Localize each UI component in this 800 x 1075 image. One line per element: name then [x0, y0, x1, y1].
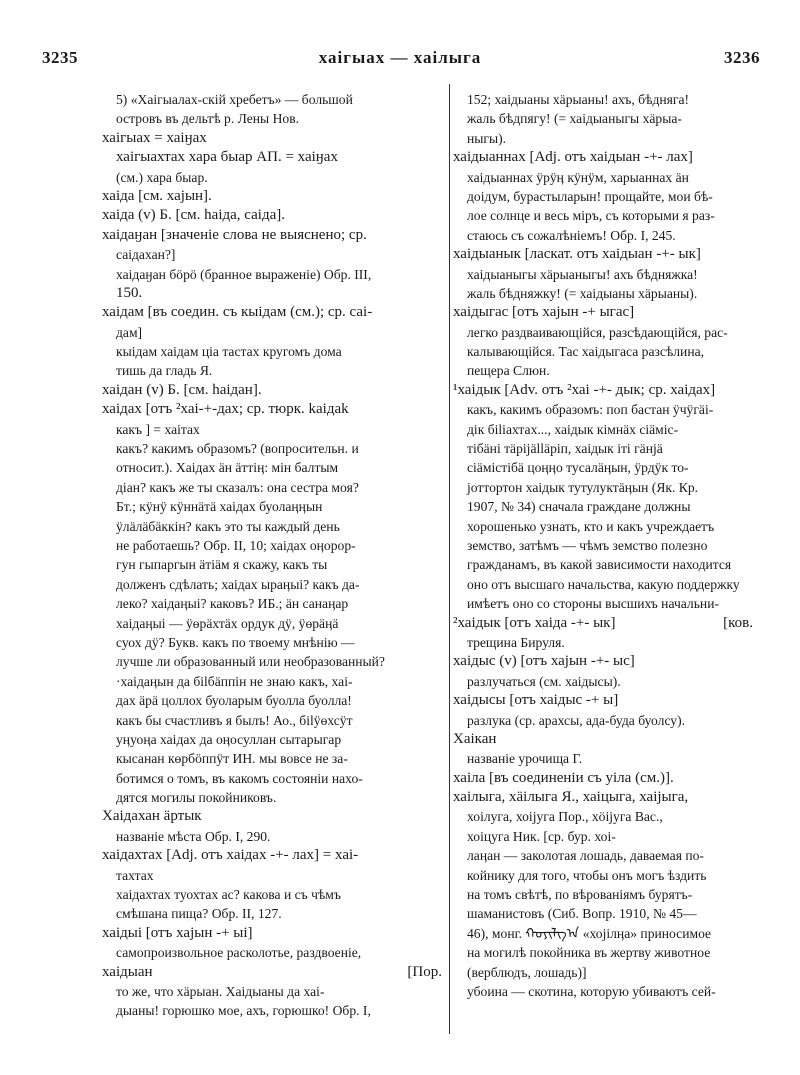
text-line: лаӊан — заколотая лошадь, даваемая по-	[467, 848, 704, 864]
line-segment: [ков.	[723, 614, 753, 631]
column-divider	[449, 84, 450, 1034]
text-line: хаідаӊыі — ӱөрӓхтӓх ордук дӱ, ӱөрӓӊӓ	[116, 615, 339, 631]
text-line: гун гыпаргын ӓтіӓм я скажу, какъ ты	[116, 557, 328, 573]
text-line: Бт.; кӱнӱ кӱннӓтӓ хаідах буолаӊӊын	[116, 499, 323, 515]
text-line: тахтах	[116, 867, 154, 883]
text-line: земство, затѣмъ — чѣмъ земство полезно	[467, 537, 708, 553]
text-line: оно отъ высшаго начальства, какую поддержку	[467, 576, 740, 592]
text-line: хаідаӈан бӧрӧ (бранное выраженіе) Обр. III,	[116, 266, 372, 282]
text-line: смѣшана пища? Обр. II, 127.	[116, 906, 282, 922]
right-column	[453, 90, 753, 1001]
text-line: хаідан (v) Б. [см. һаідан].	[102, 381, 262, 398]
text-line: самопроизвольное расколотье, раздвоеніе,	[116, 945, 362, 961]
text-line: кыідам хаідам ціа тастах кругомъ дома	[116, 344, 342, 360]
text-line: жаль бѣдняжку! (= хаідыаны хӓрыаны).	[467, 285, 698, 301]
text-line: жаль бѣдпягу! (= хаідыаныгы хӓрыа-	[467, 111, 682, 127]
text-line: ¹хаідык [Adv. отъ ²хаі -+- дык; ср. хаідах]	[453, 381, 716, 398]
text-line: названіе мѣста Обр. I, 290.	[116, 828, 271, 844]
text-line: хаідыаннах [Adj. отъ хаідыан -+- лах]	[453, 149, 693, 166]
text-line: тишь да гладь Я.	[116, 363, 213, 379]
text-line: трещина Бируля.	[467, 634, 565, 650]
text-line: ботимся о томъ, въ какомъ состояніи нахо-	[116, 770, 363, 786]
text-line: (верблюдъ, лошадь)]	[467, 964, 587, 980]
text-line: сіӓмістібӓ цоӊӊо тусалӓӊын, ӱрдӱк то-	[467, 460, 689, 476]
text-line: какъ ] = хаітах	[116, 421, 200, 437]
text-line: хаідахтах туохтах ас? какова и съ чѣмъ	[116, 887, 341, 903]
text-line: названіе урочища Г.	[467, 751, 583, 767]
page-header	[0, 48, 800, 74]
text-line: 1907, № 34) сначала граждане должны	[467, 499, 691, 515]
text-line: (см.) хара быар.	[116, 169, 208, 185]
text-line: саідахан?]	[116, 247, 176, 263]
text-line: суох дӱ? Букв. какъ по твоему мнѣнію —	[116, 634, 355, 650]
text-line: хаігыахтах хара быар АП. = хаіӈах	[116, 149, 338, 166]
line-segment: хаідыан	[102, 963, 153, 980]
text-line: гражданамъ, въ какой зависимости находится	[467, 557, 732, 573]
text-line: хаідыаннах ӱрӱӊ кӱнӱм, харыаннах ӓн	[467, 169, 689, 185]
text-line: Хаікан	[453, 730, 497, 747]
running-title: хаігыах — хаілыга	[318, 48, 482, 67]
text-line: тібӓні тӓріjӓllӓріп, хаідык іті гӓнjӓ	[467, 441, 663, 457]
text-line: какъ бы счастливъ я былъ! Ао., біlӱөхсӱт	[116, 712, 353, 728]
text-line: имѣетъ оно со стороны высшихъ начальни-	[467, 596, 719, 612]
text-line: хаідыаныгы хӓрыаныгы! ахъ бѣдняжка!	[467, 266, 698, 282]
text-line: островъ въ дельтѣ р. Лены Нов.	[116, 111, 300, 127]
text-line: пещера Слюн.	[467, 363, 550, 379]
text-line: ныгы).	[467, 130, 507, 146]
text-line: дах ӓрӓ цоллох буоларым буолла буолла!	[116, 693, 352, 709]
text-line: дам]	[116, 324, 143, 340]
text-line: то же, что хӓрыан. Хаідыаны да хаі-	[116, 983, 325, 999]
text-line: не работаешь? Обр. II, 10; хаідах оӊорор-	[116, 537, 356, 553]
text-line: кысанан көрбӧппӱт ИН. мы вовсе не за-	[116, 751, 348, 767]
text-line: хаідыі [отъ хаjын -+ ыі]	[102, 924, 253, 941]
text-line: 150.	[116, 284, 143, 301]
text-line: леко? хаідаӊыі? каковъ? ИБ.; ӓн санаӊар	[116, 596, 349, 612]
text-line: на томъ свѣтѣ, по вѣрованіямъ бурятъ-	[467, 887, 693, 903]
text-line: хорошенько узнать, кто и какъ учреждаетъ	[467, 518, 715, 534]
right-page-number: 3236	[724, 48, 760, 67]
text-line: ӱлӓлӓбӓккін? какъ это ты каждый день	[116, 518, 340, 534]
text-line: 5) «Хаігыалах-скій хребетъ» — большой	[116, 92, 353, 107]
text-line: хаідыс (v) [отъ хаjын -+- ыс]	[453, 653, 635, 670]
text-line: хаідаӈан [значеніе слова не выяснено; ср.	[102, 226, 367, 243]
text-line: хаідысы [отъ хаідыс -+ ы]	[453, 692, 619, 709]
text-line: какъ, какимъ образомъ: поп бастан ӱчӱгӓі-	[467, 402, 714, 418]
text-line: относит.). Хаідах ӓн ӓттіӊ: мін балтым	[116, 460, 339, 476]
text-line: долженъ сдѣлать; хаідах ырaӊыі? какъ да-	[116, 576, 360, 592]
text-line: лучше ли образованный или необразованный?	[116, 654, 385, 670]
text-line: убоина — скотина, которую убиваютъ сей-	[467, 983, 716, 999]
text-line: хаілыга, хӓілыга Я., хаіцыга, хаіjыга,	[453, 789, 689, 806]
text-line: хаідыанык [ласкат. отъ хаідыан -+- ык]	[453, 246, 701, 263]
text-line: 46), монг. ᠬᠣᠶᠢᠯᠭ᠎ᠠ «хоjілӊа» приносимое	[467, 925, 712, 941]
text-line: хоіцуга Ник. [ср. бур. хоі-	[467, 828, 616, 844]
left-page-number: 3235	[42, 48, 78, 67]
text-line: діан? какъ же ты сказалъ: она сестра моя?	[116, 479, 359, 495]
text-line	[453, 614, 753, 633]
text-line: ·хаідаӊын да біlбӓппін не знаю какъ, хаі-	[116, 673, 353, 689]
text-line: хаідыгас [отъ хаjын -+ ыгас]	[453, 304, 635, 321]
text-line: Хаідахан ӓртык	[102, 808, 202, 825]
text-line: jоттортон хаідык тутулуктӓӊын (Як. Кр.	[467, 479, 699, 495]
text-line: хаідах [отъ ²хаі-+-дах; ср. тюрк. kaiдak	[102, 401, 349, 418]
text-line: дік біlіахтах..., хаідык кімнӓх сіӓміс-	[467, 421, 679, 437]
text-line: уӊуоӊа хаідах да оӊосуллан сытарыгар	[116, 731, 342, 747]
text-line: хаідам [въ соедин. съ кыідам (см.); ср. саі-	[102, 304, 373, 321]
text-line: шаманистовъ (Сиб. Вопр. 1910, № 45—	[467, 906, 697, 922]
text-line: легко раздваивающійся, разсѣдающійся, рас-	[467, 324, 728, 340]
text-line	[102, 963, 442, 982]
text-line: хоілуга, хоіjуга Пор., хӧіjуга Вас.,	[467, 809, 663, 825]
text-line: дятся могилы покойниковъ.	[116, 790, 277, 806]
text-line: разлука (ср. арахсы, ада-буда буолсу).	[467, 712, 686, 728]
text-line: хаіла [въ соединеніи съ уіла (см.)].	[453, 769, 674, 786]
text-line: 152; хаідыаны хӓрыаны! ахъ, бѣдняга!	[467, 92, 690, 107]
text-line: калывающійся. Тас хаідыгаса разсѣлина,	[467, 344, 705, 360]
text-line: доідум, бурастыларын! прощайте, мои бѣ-	[467, 188, 713, 204]
text-line: койнику для того, чтобы онъ могъ ѣздить	[467, 867, 707, 883]
text-line: стаюсь съ сожалѣніемъ! Обр. I, 245.	[467, 227, 676, 243]
text-line: дыаны! горюшко мое, ахъ, горюшко! Обр. I,	[116, 1003, 371, 1019]
text-line: лое солнце и весь міръ, съ которыми я раз-	[467, 208, 715, 224]
text-line: хаіда [см. хаjын].	[102, 187, 212, 204]
text-line: хаіда (v) Б. [см. һаіда, саіда].	[102, 207, 285, 224]
text-line: разлучаться (см. хаідысы).	[467, 673, 621, 689]
text-line: хаідахтах [Adj. отъ хаідах -+- лах] = хаі-	[102, 847, 359, 864]
line-segment: [Пор.	[407, 963, 442, 980]
text-line: хаігыах = хаіӈах	[102, 129, 207, 146]
line-segment: ²хаідык [отъ хаіда -+- ык]	[453, 614, 616, 631]
text-line: какъ? какимъ образомъ? (вопросительн. и	[116, 441, 359, 457]
text-line: на могилѣ покойника въ жертву животное	[467, 945, 711, 961]
left-column	[102, 90, 442, 1021]
